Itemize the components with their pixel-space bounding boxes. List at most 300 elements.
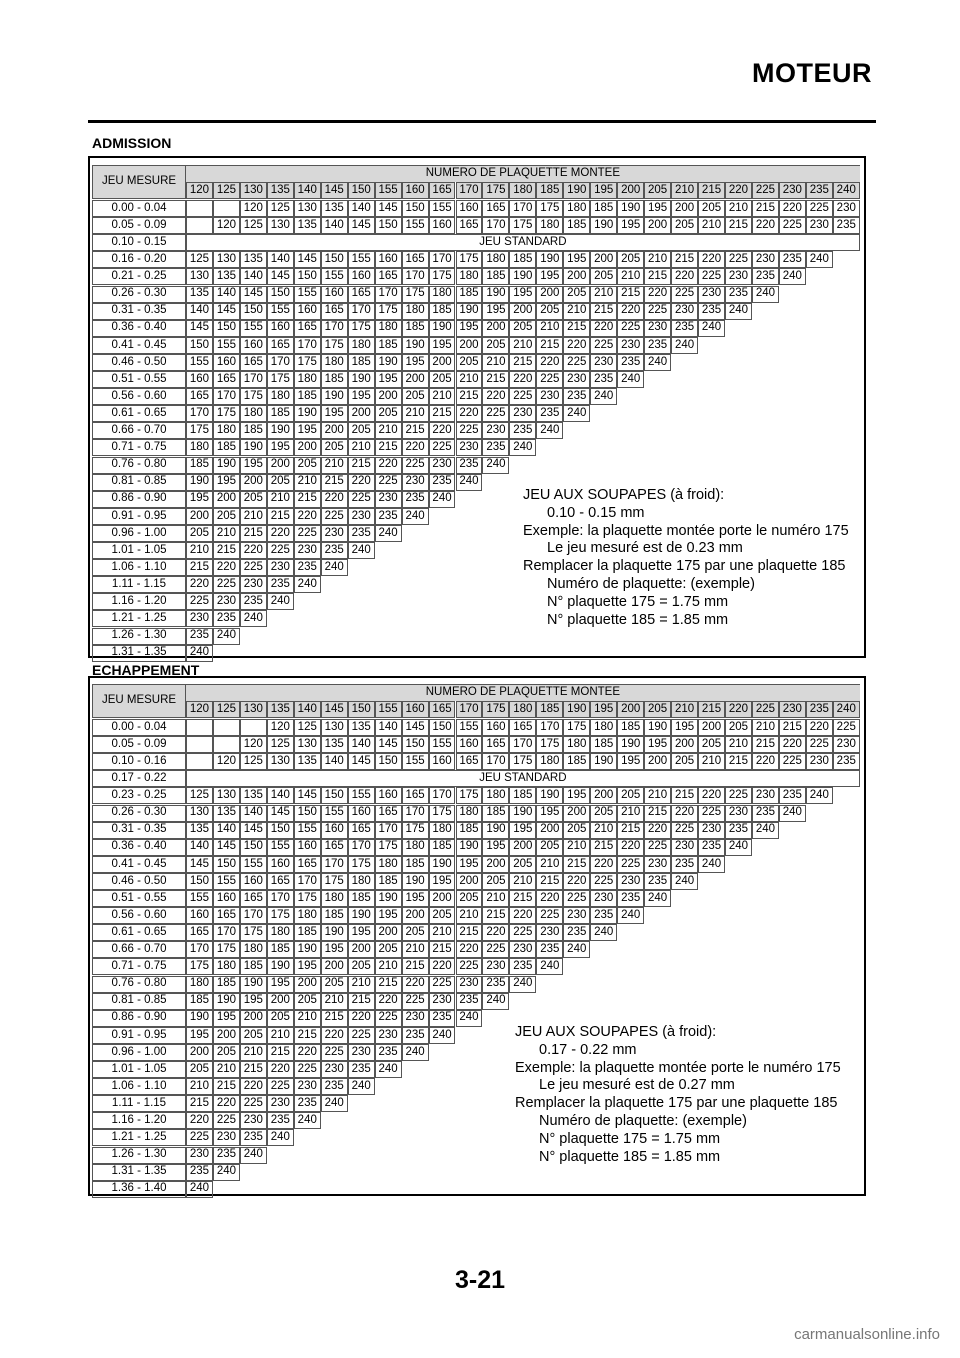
replacement-plate-cell: 225 bbox=[563, 890, 590, 907]
replacement-plate-cell: 160 bbox=[321, 286, 348, 303]
replacement-plate-cell: 230 bbox=[698, 822, 725, 839]
row-gap-range: 1.01 - 1.05 bbox=[92, 542, 186, 559]
replacement-plate-cell: 230 bbox=[644, 320, 671, 337]
replacement-plate-cell: 195 bbox=[509, 822, 536, 839]
replacement-plate-cell: 180 bbox=[321, 890, 348, 907]
replacement-plate-cell: 240 bbox=[240, 1147, 267, 1164]
replacement-plate-cell: 220 bbox=[536, 890, 563, 907]
row-gap-range: 0.56 - 0.60 bbox=[92, 388, 186, 405]
replacement-plate-cell: 165 bbox=[213, 907, 240, 924]
row-gap-range: 0.36 - 0.40 bbox=[92, 839, 186, 856]
replacement-plate-cell: 160 bbox=[186, 907, 213, 924]
replacement-plate-cell: 230 bbox=[240, 1112, 267, 1129]
replacement-plate-cell: 185 bbox=[402, 320, 429, 337]
replacement-plate-cell: 235 bbox=[698, 839, 725, 856]
replacement-plate-cell: 195 bbox=[213, 1010, 240, 1027]
replacement-plate-cell: 160 bbox=[213, 890, 240, 907]
replacement-plate-cell: 240 bbox=[456, 1010, 483, 1027]
replacement-plate-cell: 220 bbox=[294, 1044, 321, 1061]
replacement-plate-cell: 135 bbox=[321, 200, 348, 217]
replacement-plate-cell: 205 bbox=[240, 491, 267, 508]
replacement-plate-cell: 205 bbox=[671, 753, 698, 770]
replacement-plate-cell: 130 bbox=[186, 805, 213, 822]
row-gap-range: 0.76 - 0.80 bbox=[92, 976, 186, 993]
replacement-plate-cell: 155 bbox=[456, 719, 483, 736]
replacement-plate-cell: 195 bbox=[563, 251, 590, 268]
header-rule bbox=[88, 120, 876, 123]
replacement-plate-cell: 145 bbox=[267, 268, 294, 285]
replacement-plate-cell: 160 bbox=[375, 251, 402, 268]
replacement-plate-cell: 220 bbox=[375, 457, 402, 474]
replacement-plate-cell: 215 bbox=[321, 474, 348, 491]
replacement-plate-cell: 205 bbox=[698, 736, 725, 753]
replacement-plate-cell: 225 bbox=[833, 719, 860, 736]
replacement-plate-cell: 235 bbox=[456, 993, 483, 1010]
replacement-plate-cell: 240 bbox=[482, 993, 509, 1010]
page-number: 3-21 bbox=[454, 1266, 506, 1294]
replacement-plate-cell: 155 bbox=[429, 736, 456, 753]
replacement-plate-cell: 185 bbox=[186, 993, 213, 1010]
column-header-plate-number: NUMERO DE PLAQUETTE MONTEE bbox=[186, 165, 860, 182]
replacement-plate-cell: 235 bbox=[536, 941, 563, 958]
replacement-plate-cell: 235 bbox=[456, 457, 483, 474]
replacement-plate-cell: 200 bbox=[482, 320, 509, 337]
empty-cell bbox=[213, 200, 240, 217]
replacement-plate-cell: 225 bbox=[644, 839, 671, 856]
replacement-plate-cell: 200 bbox=[536, 286, 563, 303]
replacement-plate-cell: 240 bbox=[348, 1078, 375, 1095]
replacement-plate-cell: 160 bbox=[482, 719, 509, 736]
standard-gap-row: JEU STANDARD bbox=[186, 234, 860, 251]
replacement-plate-cell: 235 bbox=[725, 286, 752, 303]
replacement-plate-cell: 150 bbox=[294, 268, 321, 285]
replacement-plate-cell: 190 bbox=[294, 405, 321, 422]
replacement-plate-cell: 240 bbox=[294, 576, 321, 593]
replacement-plate-cell: 150 bbox=[402, 200, 429, 217]
replacement-plate-cell: 230 bbox=[482, 958, 509, 975]
replacement-plate-cell: 215 bbox=[348, 457, 375, 474]
replacement-plate-cell: 135 bbox=[348, 719, 375, 736]
replacement-plate-cell: 195 bbox=[294, 958, 321, 975]
replacement-plate-cell: 160 bbox=[429, 217, 456, 234]
replacement-plate-cell: 230 bbox=[375, 491, 402, 508]
replacement-plate-cell: 185 bbox=[348, 354, 375, 371]
replacement-plate-cell: 210 bbox=[294, 1010, 321, 1027]
replacement-plate-cell: 215 bbox=[482, 907, 509, 924]
replacement-plate-cell: 190 bbox=[375, 890, 402, 907]
page-header-title: MOTEUR bbox=[752, 58, 872, 88]
row-gap-range: 1.06 - 1.10 bbox=[92, 559, 186, 576]
replacement-plate-cell: 220 bbox=[267, 525, 294, 542]
replacement-plate-cell: 235 bbox=[509, 422, 536, 439]
replacement-plate-cell: 235 bbox=[240, 593, 267, 610]
replacement-plate-cell: 185 bbox=[240, 958, 267, 975]
replacement-plate-cell: 170 bbox=[321, 856, 348, 873]
replacement-plate-cell: 135 bbox=[213, 268, 240, 285]
row-gap-range: 1.21 - 1.25 bbox=[92, 1129, 186, 1146]
replacement-plate-cell: 200 bbox=[563, 268, 590, 285]
replacement-plate-cell: 190 bbox=[456, 303, 483, 320]
replacement-plate-cell: 145 bbox=[348, 217, 375, 234]
replacement-plate-cell: 225 bbox=[617, 856, 644, 873]
replacement-plate-cell: 210 bbox=[402, 941, 429, 958]
replacement-plate-cell: 240 bbox=[779, 268, 806, 285]
replacement-plate-cell: 160 bbox=[456, 200, 483, 217]
replacement-plate-cell: 200 bbox=[698, 719, 725, 736]
row-gap-range: 1.26 - 1.30 bbox=[92, 1147, 186, 1164]
row-gap-range: 0.86 - 0.90 bbox=[92, 491, 186, 508]
replacement-plate-cell: 215 bbox=[294, 1027, 321, 1044]
replacement-plate-cell: 225 bbox=[267, 542, 294, 559]
replacement-plate-cell: 235 bbox=[590, 907, 617, 924]
replacement-plate-cell: 140 bbox=[375, 719, 402, 736]
replacement-plate-cell: 225 bbox=[240, 1095, 267, 1112]
replacement-plate-cell: 185 bbox=[186, 457, 213, 474]
replacement-plate-cell: 185 bbox=[482, 805, 509, 822]
replacement-plate-cell: 195 bbox=[267, 976, 294, 993]
replacement-plate-cell: 205 bbox=[617, 787, 644, 804]
replacement-plate-cell: 225 bbox=[671, 286, 698, 303]
replacement-plate-cell: 185 bbox=[509, 251, 536, 268]
replacement-plate-cell: 240 bbox=[240, 610, 267, 627]
replacement-plate-cell: 235 bbox=[833, 217, 860, 234]
replacement-plate-cell: 175 bbox=[456, 251, 483, 268]
replacement-plate-cell: 145 bbox=[240, 822, 267, 839]
replacement-plate-cell: 235 bbox=[321, 542, 348, 559]
replacement-plate-cell: 205 bbox=[294, 457, 321, 474]
header-plate-180: 180 bbox=[509, 701, 536, 718]
replacement-plate-cell: 150 bbox=[213, 320, 240, 337]
replacement-plate-cell: 175 bbox=[375, 303, 402, 320]
replacement-plate-cell: 215 bbox=[348, 993, 375, 1010]
replacement-plate-cell: 140 bbox=[213, 286, 240, 303]
replacement-plate-cell: 240 bbox=[725, 839, 752, 856]
replacement-plate-cell: 240 bbox=[671, 873, 698, 890]
replacement-plate-cell: 160 bbox=[294, 839, 321, 856]
replacement-plate-cell: 170 bbox=[186, 405, 213, 422]
replacement-plate-cell: 180 bbox=[536, 753, 563, 770]
note-measured: Le jeu mesuré est de 0.23 mm bbox=[547, 540, 743, 557]
replacement-plate-cell: 160 bbox=[348, 268, 375, 285]
replacement-plate-cell: 155 bbox=[321, 805, 348, 822]
replacement-plate-cell: 200 bbox=[429, 890, 456, 907]
replacement-plate-cell: 180 bbox=[563, 200, 590, 217]
row-gap-range: 0.66 - 0.70 bbox=[92, 941, 186, 958]
replacement-plate-cell: 200 bbox=[563, 805, 590, 822]
replacement-plate-cell: 200 bbox=[429, 354, 456, 371]
replacement-plate-cell: 145 bbox=[294, 787, 321, 804]
replacement-plate-cell: 185 bbox=[429, 303, 456, 320]
replacement-plate-cell: 175 bbox=[536, 200, 563, 217]
replacement-plate-cell: 210 bbox=[240, 1044, 267, 1061]
replacement-plate-cell: 205 bbox=[482, 873, 509, 890]
replacement-plate-cell: 235 bbox=[186, 628, 213, 645]
row-gap-range: 1.11 - 1.15 bbox=[92, 576, 186, 593]
note-replace: Remplacer la plaquette 175 par une plaquette 185 bbox=[515, 1095, 838, 1112]
replacement-plate-cell: 180 bbox=[590, 719, 617, 736]
replacement-plate-cell: 125 bbox=[186, 251, 213, 268]
replacement-plate-cell: 170 bbox=[267, 890, 294, 907]
replacement-plate-cell: 205 bbox=[536, 303, 563, 320]
replacement-plate-cell: 140 bbox=[321, 217, 348, 234]
replacement-plate-cell: 235 bbox=[563, 924, 590, 941]
replacement-plate-cell: 155 bbox=[267, 839, 294, 856]
replacement-plate-cell: 210 bbox=[429, 388, 456, 405]
replacement-plate-cell: 210 bbox=[294, 474, 321, 491]
replacement-plate-cell: 215 bbox=[429, 941, 456, 958]
replacement-plate-cell: 240 bbox=[348, 542, 375, 559]
replacement-plate-cell: 200 bbox=[267, 993, 294, 1010]
replacement-plate-cell: 225 bbox=[806, 736, 833, 753]
replacement-plate-cell: 160 bbox=[456, 736, 483, 753]
replacement-plate-cell: 160 bbox=[213, 354, 240, 371]
replacement-plate-cell: 240 bbox=[509, 439, 536, 456]
replacement-plate-cell: 240 bbox=[698, 320, 725, 337]
replacement-plate-cell: 195 bbox=[429, 873, 456, 890]
replacement-plate-cell: 195 bbox=[644, 200, 671, 217]
replacement-plate-cell: 195 bbox=[617, 217, 644, 234]
replacement-plate-cell: 170 bbox=[482, 217, 509, 234]
replacement-plate-cell: 155 bbox=[294, 822, 321, 839]
replacement-plate-cell: 235 bbox=[509, 958, 536, 975]
replacement-plate-cell: 200 bbox=[267, 457, 294, 474]
replacement-plate-cell: 210 bbox=[348, 439, 375, 456]
replacement-plate-cell: 170 bbox=[509, 200, 536, 217]
replacement-plate-cell: 200 bbox=[590, 787, 617, 804]
note-plate-175: N° plaquette 175 = 1.75 mm bbox=[547, 593, 729, 610]
replacement-plate-cell: 165 bbox=[482, 736, 509, 753]
replacement-plate-cell: 220 bbox=[536, 354, 563, 371]
replacement-plate-cell: 210 bbox=[456, 907, 483, 924]
replacement-plate-cell: 175 bbox=[294, 354, 321, 371]
replacement-plate-cell: 215 bbox=[590, 303, 617, 320]
row-gap-range: 1.26 - 1.30 bbox=[92, 628, 186, 645]
replacement-plate-cell: 210 bbox=[536, 856, 563, 873]
replacement-plate-cell: 200 bbox=[644, 753, 671, 770]
replacement-plate-cell: 225 bbox=[213, 576, 240, 593]
replacement-plate-cell: 150 bbox=[213, 856, 240, 873]
row-gap-range: 0.31 - 0.35 bbox=[92, 822, 186, 839]
replacement-plate-cell: 230 bbox=[536, 924, 563, 941]
replacement-plate-cell: 220 bbox=[456, 405, 483, 422]
replacement-plate-cell: 210 bbox=[456, 371, 483, 388]
replacement-plate-cell: 230 bbox=[429, 993, 456, 1010]
replacement-plate-cell: 220 bbox=[779, 200, 806, 217]
replacement-plate-cell: 190 bbox=[509, 805, 536, 822]
replacement-plate-cell: 210 bbox=[590, 822, 617, 839]
row-gap-range: 0.86 - 0.90 bbox=[92, 1010, 186, 1027]
replacement-plate-cell: 205 bbox=[563, 822, 590, 839]
replacement-plate-cell: 230 bbox=[509, 405, 536, 422]
replacement-plate-cell: 225 bbox=[779, 217, 806, 234]
replacement-plate-cell: 195 bbox=[456, 320, 483, 337]
replacement-plate-cell: 200 bbox=[294, 976, 321, 993]
header-plate-135: 135 bbox=[267, 701, 294, 718]
replacement-plate-cell: 165 bbox=[186, 924, 213, 941]
replacement-plate-cell: 215 bbox=[671, 251, 698, 268]
replacement-plate-cell: 165 bbox=[348, 286, 375, 303]
header-plate-175: 175 bbox=[482, 701, 509, 718]
header-plate-200: 200 bbox=[617, 701, 644, 718]
replacement-plate-cell: 150 bbox=[402, 736, 429, 753]
replacement-plate-cell: 170 bbox=[321, 320, 348, 337]
replacement-plate-cell: 235 bbox=[375, 1044, 402, 1061]
replacement-plate-cell: 210 bbox=[563, 839, 590, 856]
replacement-plate-cell: 210 bbox=[725, 200, 752, 217]
replacement-plate-cell: 125 bbox=[186, 787, 213, 804]
replacement-plate-cell: 230 bbox=[590, 354, 617, 371]
header-plate-230: 230 bbox=[779, 182, 806, 199]
replacement-plate-cell: 220 bbox=[482, 388, 509, 405]
replacement-plate-cell: 155 bbox=[402, 217, 429, 234]
replacement-plate-cell: 235 bbox=[348, 525, 375, 542]
replacement-plate-cell: 225 bbox=[509, 388, 536, 405]
replacement-plate-cell: 190 bbox=[213, 457, 240, 474]
replacement-plate-cell: 210 bbox=[267, 1027, 294, 1044]
replacement-plate-cell: 175 bbox=[509, 753, 536, 770]
replacement-plate-cell: 190 bbox=[617, 736, 644, 753]
replacement-plate-cell: 215 bbox=[294, 491, 321, 508]
replacement-plate-cell: 225 bbox=[644, 303, 671, 320]
replacement-plate-cell: 155 bbox=[429, 200, 456, 217]
replacement-plate-cell: 205 bbox=[590, 268, 617, 285]
header-plate-160: 160 bbox=[402, 701, 429, 718]
replacement-plate-cell: 235 bbox=[402, 1027, 429, 1044]
replacement-plate-cell: 195 bbox=[509, 286, 536, 303]
replacement-plate-cell: 175 bbox=[240, 388, 267, 405]
replacement-plate-cell: 180 bbox=[348, 873, 375, 890]
replacement-plate-cell: 160 bbox=[375, 787, 402, 804]
replacement-plate-cell: 175 bbox=[563, 719, 590, 736]
replacement-plate-cell: 150 bbox=[267, 286, 294, 303]
replacement-plate-cell: 210 bbox=[644, 251, 671, 268]
replacement-plate-cell: 200 bbox=[671, 200, 698, 217]
replacement-plate-cell: 225 bbox=[509, 924, 536, 941]
replacement-plate-cell: 205 bbox=[375, 405, 402, 422]
replacement-plate-cell: 240 bbox=[213, 1164, 240, 1181]
replacement-plate-cell: 235 bbox=[186, 1164, 213, 1181]
replacement-plate-cell: 175 bbox=[186, 422, 213, 439]
replacement-plate-cell: 180 bbox=[186, 976, 213, 993]
replacement-plate-cell: 200 bbox=[509, 839, 536, 856]
replacement-plate-cell: 205 bbox=[294, 993, 321, 1010]
replacement-plate-cell: 215 bbox=[456, 388, 483, 405]
replacement-plate-cell: 235 bbox=[267, 576, 294, 593]
replacement-plate-cell: 230 bbox=[563, 371, 590, 388]
replacement-plate-cell: 225 bbox=[429, 976, 456, 993]
replacement-plate-cell: 195 bbox=[429, 337, 456, 354]
replacement-plate-cell: 225 bbox=[456, 422, 483, 439]
replacement-plate-cell: 155 bbox=[321, 268, 348, 285]
replacement-plate-cell: 170 bbox=[375, 286, 402, 303]
replacement-plate-cell: 135 bbox=[213, 805, 240, 822]
replacement-plate-cell: 220 bbox=[698, 787, 725, 804]
header-plate-155: 155 bbox=[375, 701, 402, 718]
row-gap-range: 0.91 - 0.95 bbox=[92, 1027, 186, 1044]
header-plate-145: 145 bbox=[321, 701, 348, 718]
replacement-plate-cell: 235 bbox=[375, 508, 402, 525]
header-plate-125: 125 bbox=[213, 182, 240, 199]
replacement-plate-cell: 180 bbox=[375, 320, 402, 337]
replacement-plate-cell: 210 bbox=[375, 422, 402, 439]
replacement-plate-cell: 160 bbox=[429, 753, 456, 770]
replacement-plate-cell: 175 bbox=[348, 320, 375, 337]
replacement-plate-cell: 200 bbox=[213, 1027, 240, 1044]
replacement-plate-cell: 215 bbox=[267, 1044, 294, 1061]
row-gap-range: 1.36 - 1.40 bbox=[92, 1181, 186, 1198]
replacement-plate-cell: 165 bbox=[456, 753, 483, 770]
replacement-plate-cell: 225 bbox=[617, 320, 644, 337]
replacement-plate-cell: 145 bbox=[402, 719, 429, 736]
row-gap-range: 0.96 - 1.00 bbox=[92, 525, 186, 542]
replacement-plate-cell: 185 bbox=[456, 822, 483, 839]
replacement-plate-cell: 185 bbox=[375, 337, 402, 354]
note-plate-number: Numéro de plaquette: (exemple) bbox=[539, 1112, 747, 1129]
replacement-plate-cell: 240 bbox=[590, 388, 617, 405]
replacement-plate-cell: 220 bbox=[240, 542, 267, 559]
row-gap-range: 0.21 - 0.25 bbox=[92, 268, 186, 285]
watermark: carmanualsonline.info bbox=[794, 1326, 940, 1343]
replacement-plate-cell: 235 bbox=[644, 873, 671, 890]
replacement-plate-cell: 210 bbox=[482, 354, 509, 371]
row-gap-range: 0.00 - 0.04 bbox=[92, 200, 186, 217]
replacement-plate-cell: 225 bbox=[348, 491, 375, 508]
replacement-plate-cell: 200 bbox=[375, 924, 402, 941]
replacement-plate-cell: 225 bbox=[563, 354, 590, 371]
replacement-plate-cell: 235 bbox=[536, 405, 563, 422]
replacement-plate-cell: 235 bbox=[752, 268, 779, 285]
replacement-plate-cell: 230 bbox=[267, 1095, 294, 1112]
row-gap-range: 0.81 - 0.85 bbox=[92, 993, 186, 1010]
empty-cell bbox=[186, 736, 213, 753]
replacement-plate-cell: 215 bbox=[644, 268, 671, 285]
replacement-plate-cell: 185 bbox=[321, 371, 348, 388]
replacement-plate-cell: 240 bbox=[429, 491, 456, 508]
replacement-plate-cell: 210 bbox=[509, 337, 536, 354]
replacement-plate-cell: 215 bbox=[509, 354, 536, 371]
replacement-plate-cell: 150 bbox=[267, 822, 294, 839]
replacement-plate-cell: 195 bbox=[402, 890, 429, 907]
note-plate-185: N° plaquette 185 = 1.85 mm bbox=[547, 611, 729, 628]
replacement-plate-cell: 205 bbox=[375, 941, 402, 958]
replacement-plate-cell: 175 bbox=[509, 217, 536, 234]
replacement-plate-cell: 240 bbox=[644, 890, 671, 907]
replacement-plate-cell: 210 bbox=[402, 405, 429, 422]
replacement-plate-cell: 180 bbox=[536, 217, 563, 234]
replacement-plate-cell: 235 bbox=[429, 1010, 456, 1027]
replacement-plate-cell: 170 bbox=[348, 303, 375, 320]
row-gap-range: 0.16 - 0.20 bbox=[92, 251, 186, 268]
replacement-plate-cell: 170 bbox=[240, 907, 267, 924]
replacement-plate-cell: 240 bbox=[267, 1129, 294, 1146]
replacement-plate-cell: 205 bbox=[321, 439, 348, 456]
replacement-plate-cell: 205 bbox=[348, 422, 375, 439]
replacement-plate-cell: 190 bbox=[402, 337, 429, 354]
replacement-plate-cell: 235 bbox=[779, 787, 806, 804]
replacement-plate-cell: 150 bbox=[429, 719, 456, 736]
replacement-plate-cell: 185 bbox=[509, 787, 536, 804]
replacement-plate-cell: 190 bbox=[348, 371, 375, 388]
replacement-plate-cell: 210 bbox=[348, 976, 375, 993]
replacement-plate-cell: 235 bbox=[779, 251, 806, 268]
replacement-plate-cell: 130 bbox=[294, 200, 321, 217]
header-plate-205: 205 bbox=[644, 701, 671, 718]
replacement-plate-cell: 230 bbox=[806, 753, 833, 770]
replacement-plate-cell: 170 bbox=[429, 787, 456, 804]
row-gap-range: 0.96 - 1.00 bbox=[92, 1044, 186, 1061]
note-title: JEU AUX SOUPAPES (à froid): bbox=[515, 1024, 717, 1040]
replacement-plate-cell: 125 bbox=[240, 753, 267, 770]
